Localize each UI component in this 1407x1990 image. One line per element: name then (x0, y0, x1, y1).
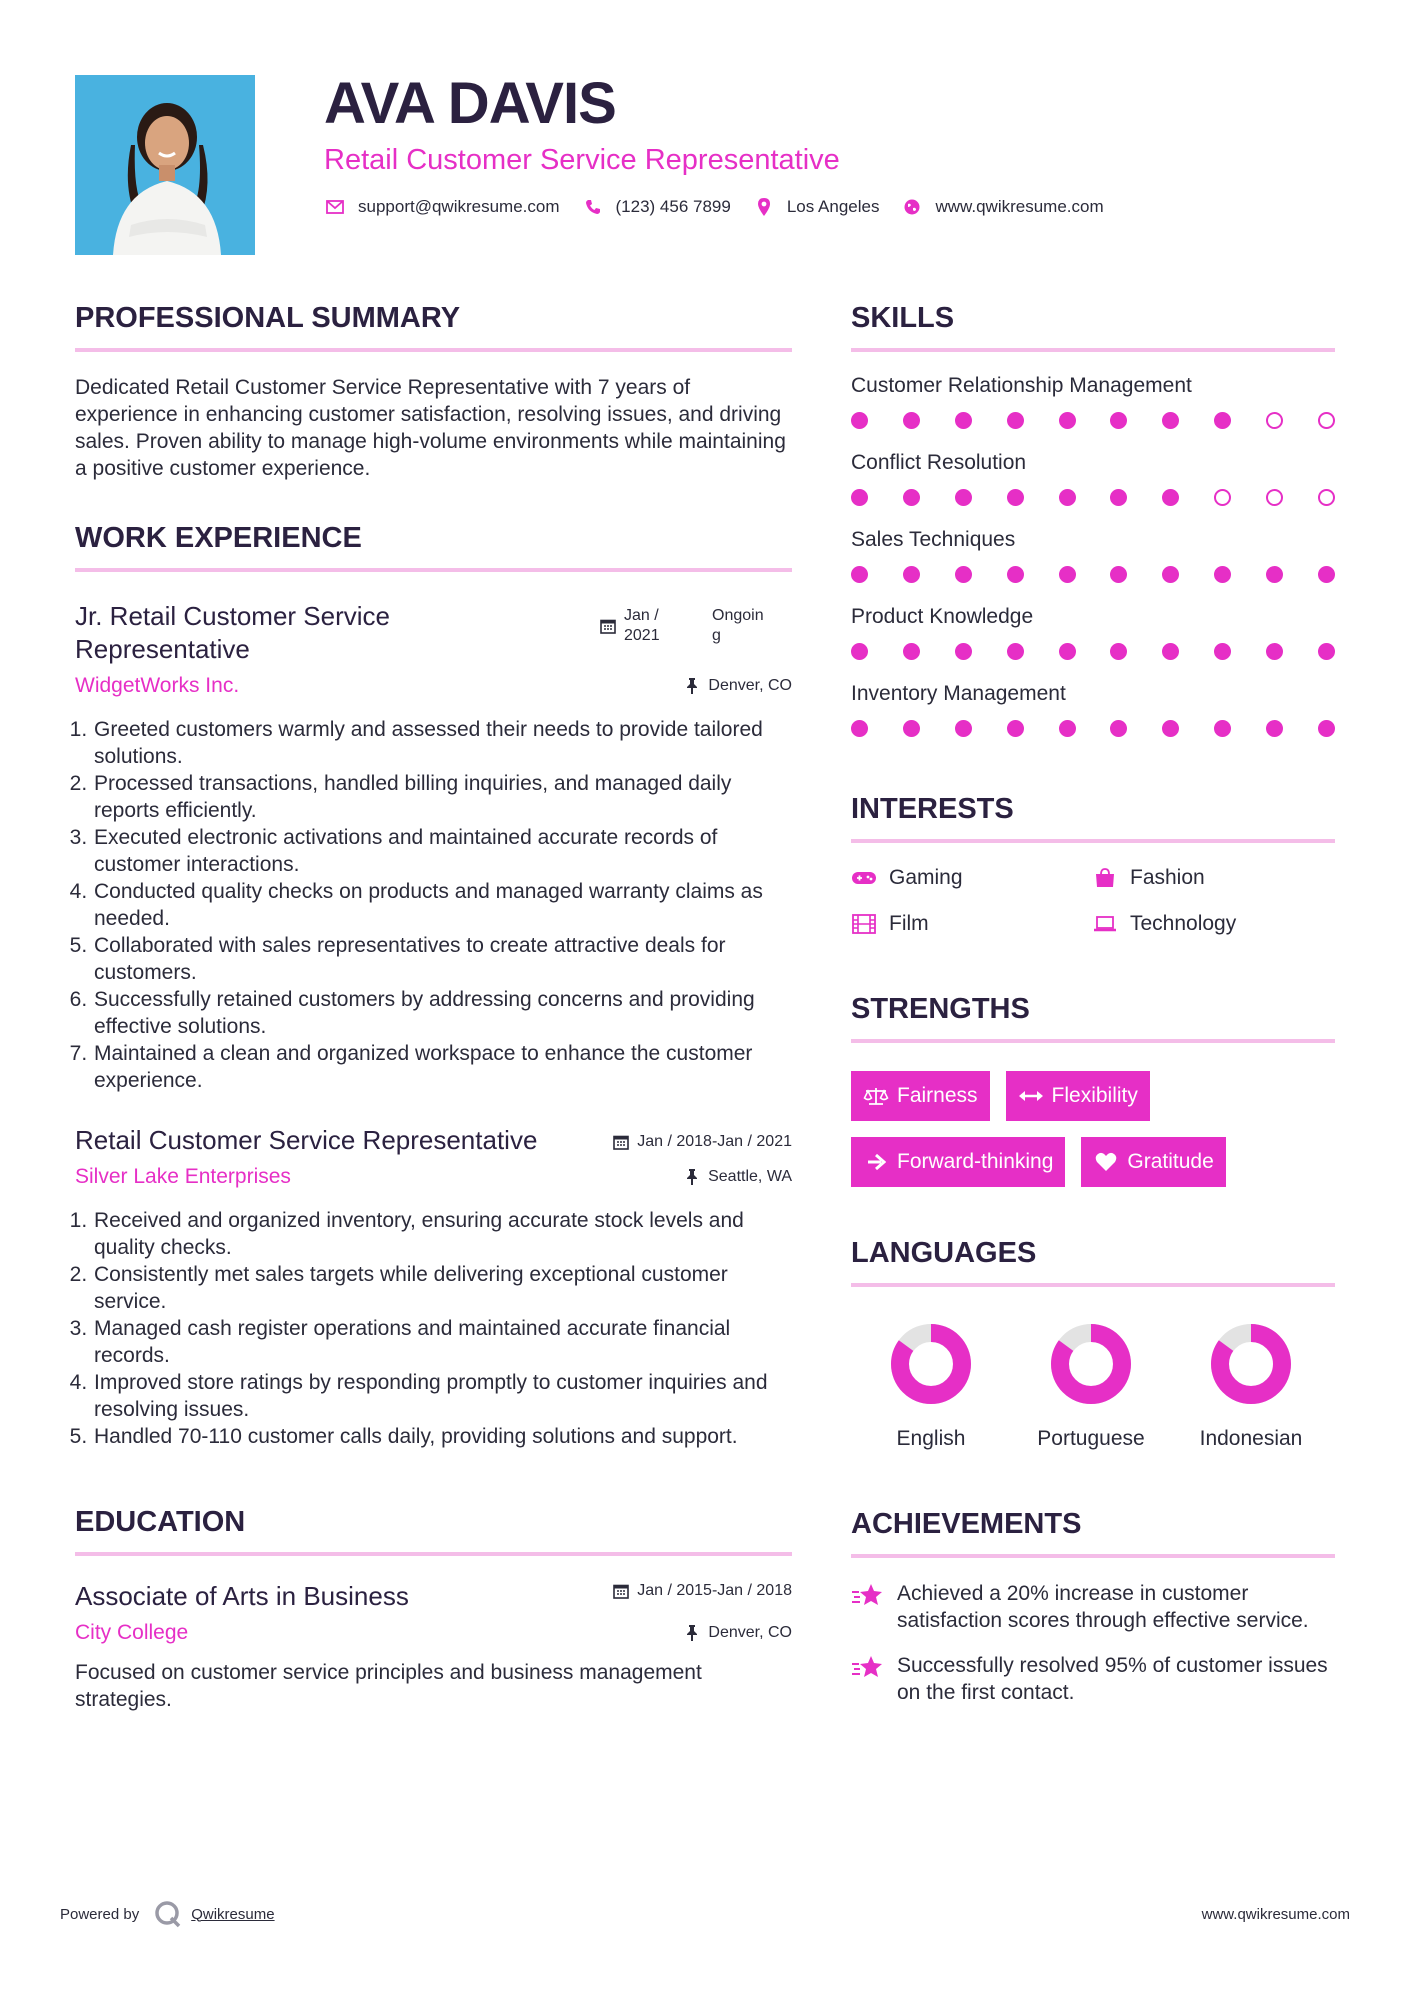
job-date-start: Jan / 2021 (624, 607, 660, 644)
language-ring (1208, 1321, 1294, 1407)
rating-dot-filled (1266, 566, 1283, 583)
rating-dot-filled (851, 643, 868, 660)
achievements-divider (851, 1554, 1335, 1558)
rating-dot-empty (1266, 489, 1283, 506)
education-section (75, 1502, 792, 1713)
achievement-item (851, 1652, 1335, 1706)
interest-label: Gaming (889, 866, 963, 889)
list-item: 7. Maintained a clean and organized workspace to enhance the customer experience. (93, 1040, 792, 1094)
footer-url[interactable]: www.qwikresume.com (1201, 1905, 1350, 1923)
language-ring (888, 1321, 974, 1407)
education-heading: EDUCATION (75, 1506, 246, 1538)
education-location-text: Denver, CO (708, 1624, 792, 1641)
rating-dot-filled (1162, 489, 1179, 506)
rating-dot-filled (1007, 566, 1024, 583)
list-item: 2. Consistently met sales targets while delivering exceptional customer service. (93, 1261, 792, 1315)
list-item: 1. Received and organized inventory, ensuring accurate stock levels and quality checks. (93, 1207, 792, 1261)
skill-item (851, 680, 1335, 737)
experience-section (75, 518, 792, 1450)
languages-section (851, 1233, 1335, 1452)
interest-gaming (851, 865, 1092, 891)
rating-dot-filled (1007, 489, 1024, 506)
list-item: 3. Executed electronic activations and maintained accurate records of customer interactions. (93, 824, 792, 878)
rating-dot-filled (1266, 643, 1283, 660)
envelope-icon (324, 196, 346, 218)
strength-chip (1006, 1071, 1150, 1121)
left-column (75, 298, 792, 1713)
job-duties (75, 716, 792, 1094)
rating-dot-filled (955, 720, 972, 737)
interests-section (851, 789, 1335, 937)
rating-dot-filled (1162, 566, 1179, 583)
rating-dot-filled (1214, 720, 1231, 737)
rating-dot-filled (1214, 412, 1231, 429)
job-date (613, 1133, 792, 1151)
candidate-title: Retail Customer Service Representative (324, 144, 840, 176)
job-date-text: Jan / 2018-Jan / 2021 (637, 1133, 792, 1150)
contact-email[interactable] (324, 196, 560, 218)
job-duties (75, 1207, 792, 1450)
rating-dot-empty (1214, 489, 1231, 506)
job-title: Jr. Retail Customer Service Representative (75, 601, 390, 664)
interest-label: Film (889, 912, 929, 935)
rating-dot-filled (955, 489, 972, 506)
rating-dot-filled (1214, 566, 1231, 583)
powered-by (60, 1900, 275, 1928)
rating-dot-filled (851, 566, 868, 583)
strength-label: Gratitude (1127, 1150, 1214, 1173)
page-footer (60, 1900, 1350, 1928)
languages-heading: LANGUAGES (851, 1237, 1037, 1269)
strength-label: Flexibility (1051, 1084, 1138, 1107)
laptop-icon (1092, 914, 1118, 934)
rating-dot-filled (1318, 720, 1335, 737)
right-column (851, 298, 1335, 1706)
rating-dot-filled (903, 643, 920, 660)
contact-email-text: support@qwikresume.com (358, 197, 560, 216)
language-name: Indonesian (1199, 1427, 1303, 1450)
skill-name: Product Knowledge (851, 605, 1034, 628)
skill-rating (851, 720, 1335, 737)
skill-item (851, 526, 1335, 583)
strength-chip (851, 1137, 1065, 1187)
summary-heading: PROFESSIONAL SUMMARY (75, 302, 461, 334)
skill-rating (851, 412, 1335, 429)
list-item: 2. Processed transactions, handled billing inquiries, and managed daily reports efficiently. (93, 770, 792, 824)
rating-dot-filled (955, 412, 972, 429)
gamepad-icon (851, 868, 877, 888)
languages-divider (851, 1283, 1335, 1287)
star-award-icon (851, 1580, 885, 1610)
rating-dot-filled (1007, 643, 1024, 660)
shopping-bag-icon (1092, 868, 1118, 888)
skill-rating (851, 489, 1335, 506)
list-item: 3. Managed cash register operations and maintained accurate financial records. (93, 1315, 792, 1369)
rating-dot-filled (1318, 566, 1335, 583)
qwikresume-link[interactable]: Qwikresume (191, 1905, 275, 1923)
contact-row (324, 196, 1364, 218)
rating-dot-filled (955, 643, 972, 660)
rating-dot-filled (1110, 720, 1127, 737)
languages-list (851, 1321, 1335, 1452)
rating-dot-filled (851, 720, 868, 737)
map-pin-icon (753, 196, 775, 218)
rating-dot-filled (1059, 489, 1076, 506)
calendar-icon (600, 618, 616, 634)
summary-section (75, 298, 792, 482)
rating-dot-filled (903, 566, 920, 583)
interest-technology (1092, 911, 1332, 937)
job-location-text: Denver, CO (708, 677, 792, 694)
skill-rating (851, 643, 1335, 660)
rating-dot-filled (1110, 412, 1127, 429)
list-item: 4. Conducted quality checks on products and managed warranty claims as needed. (93, 878, 792, 932)
job-location (684, 677, 792, 695)
job-location (684, 1168, 792, 1186)
strengths-divider (851, 1039, 1335, 1043)
interest-label: Fashion (1130, 866, 1205, 889)
powered-by-text: Powered by (60, 1905, 140, 1923)
job-title: Retail Customer Service Representative (75, 1125, 538, 1155)
education-date-text: Jan / 2015-Jan / 2018 (637, 1582, 792, 1599)
skills-section (851, 298, 1335, 737)
company-name: Silver Lake Enterprises (75, 1165, 291, 1188)
contact-phone[interactable] (582, 196, 731, 218)
job-entry (75, 600, 792, 1094)
strengths-list (851, 1071, 1335, 1187)
profile-photo-illustration (75, 75, 255, 255)
language-item (1011, 1321, 1171, 1452)
heart-icon (1093, 1151, 1119, 1173)
contact-website-text: www.qwikresume.com (935, 197, 1104, 216)
skills-heading: SKILLS (851, 302, 955, 334)
rating-dot-filled (851, 489, 868, 506)
rating-dot-filled (1318, 643, 1335, 660)
rating-dot-filled (1059, 643, 1076, 660)
skills-list (851, 372, 1335, 737)
education-location (684, 1624, 792, 1642)
job-location-text: Seattle, WA (708, 1168, 792, 1185)
calendar-icon (613, 1583, 629, 1599)
star-award-icon (851, 1652, 885, 1682)
company-name: WidgetWorks Inc. (75, 674, 240, 697)
strength-chip (1081, 1137, 1225, 1187)
education-text: Focused on customer service principles and business management strategies. (75, 1661, 702, 1711)
rating-dot-filled (1059, 412, 1076, 429)
strengths-heading: STRENGTHS (851, 993, 1030, 1025)
summary-text: Dedicated Retail Customer Service Representative with 7 years of experience in enhancing customer satisfaction, resolving issues, and driving sales. Proven ability to manage high-volume environments while maintaining a positive customer experience. (75, 376, 786, 480)
rating-dot-empty (1318, 489, 1335, 506)
strength-label: Forward-thinking (897, 1150, 1054, 1173)
skill-name: Sales Techniques (851, 528, 1016, 551)
film-icon (851, 914, 877, 934)
school-name: City College (75, 1621, 189, 1644)
rating-dot-filled (1110, 643, 1127, 660)
interest-label: Technology (1130, 912, 1237, 935)
job-date-end: Ongoin g (712, 607, 764, 644)
job-entry (75, 1124, 792, 1450)
skill-item (851, 449, 1335, 506)
profile-photo (75, 75, 255, 255)
strength-label: Fairness (897, 1084, 978, 1107)
list-item: 6. Successfully retained customers by addressing concerns and providing effective solutions. (93, 986, 792, 1040)
language-name: Portuguese (1037, 1427, 1145, 1450)
skills-divider (851, 348, 1335, 352)
language-item (851, 1321, 1011, 1452)
experience-divider (75, 568, 792, 572)
education-entry (75, 1580, 792, 1713)
rating-dot-filled (903, 720, 920, 737)
education-date (613, 1582, 792, 1600)
strength-chip (851, 1071, 990, 1121)
interest-film (851, 911, 1092, 937)
rating-dot-filled (1162, 412, 1179, 429)
achievements-heading: ACHIEVEMENTS (851, 1508, 1082, 1540)
list-item: 1. Greeted customers warmly and assessed their needs to provide tailored solutions. (93, 716, 792, 770)
interest-fashion (1092, 865, 1332, 891)
arrows-horizontal-icon (1018, 1085, 1044, 1107)
rating-dot-filled (1059, 720, 1076, 737)
skill-item (851, 372, 1335, 429)
language-ring (1048, 1321, 1134, 1407)
skill-name: Inventory Management (851, 682, 1066, 705)
rating-dot-filled (903, 412, 920, 429)
achievements-section (851, 1504, 1335, 1706)
rating-dot-filled (1266, 720, 1283, 737)
achievement-text: Successfully resolved 95% of customer issues on the first contact. (897, 1654, 1328, 1704)
list-item: 4. Improved store ratings by responding promptly to customer inquiries and resolving issues. (93, 1369, 792, 1423)
summary-divider (75, 348, 792, 352)
pushpin-icon (684, 1169, 700, 1185)
experience-heading: WORK EXPERIENCE (75, 522, 362, 554)
skill-rating (851, 566, 1335, 583)
list-item: 5. Collaborated with sales representatives to create attractive deals for customers. (93, 932, 792, 986)
rating-dot-filled (1007, 720, 1024, 737)
rating-dot-filled (1059, 566, 1076, 583)
strengths-section (851, 989, 1335, 1187)
globe-icon (901, 196, 923, 218)
phone-icon (582, 196, 604, 218)
skill-name: Customer Relationship Management (851, 374, 1192, 397)
contact-location-text: Los Angeles (786, 197, 880, 216)
rating-dot-filled (1162, 720, 1179, 737)
contact-phone-text: (123) 456 7899 (615, 197, 731, 216)
language-name: English (896, 1427, 966, 1450)
pushpin-icon (684, 1625, 700, 1641)
skill-item (851, 603, 1335, 660)
rating-dot-filled (955, 566, 972, 583)
rating-dot-filled (1007, 412, 1024, 429)
contact-location (753, 196, 880, 218)
skill-name: Conflict Resolution (851, 451, 1027, 474)
interests-heading: INTERESTS (851, 793, 1014, 825)
education-divider (75, 1552, 792, 1556)
job-date (600, 606, 792, 646)
achievement-text: Achieved a 20% increase in customer satisfaction scores through effective service. (897, 1582, 1309, 1632)
rating-dot-filled (1162, 643, 1179, 660)
pushpin-icon (684, 678, 700, 694)
candidate-name: AVA DAVIS (324, 71, 616, 136)
rating-dot-filled (903, 489, 920, 506)
rating-dot-filled (1110, 566, 1127, 583)
rating-dot-filled (1214, 643, 1231, 660)
rating-dot-filled (1110, 489, 1127, 506)
rating-dot-filled (851, 412, 868, 429)
list-item: 5. Handled 70-110 customer calls daily, providing solutions and support. (93, 1423, 792, 1450)
achievement-item (851, 1580, 1335, 1634)
rating-dot-empty (1266, 412, 1283, 429)
balance-scale-icon (863, 1085, 889, 1107)
language-item (1171, 1321, 1331, 1452)
arrow-right-icon (863, 1151, 889, 1173)
resume-header (324, 72, 1364, 218)
contact-website[interactable] (901, 196, 1103, 218)
qwikresume-logo-icon (153, 1900, 183, 1928)
rating-dot-empty (1318, 412, 1335, 429)
interests-list (851, 865, 1335, 937)
degree-title: Associate of Arts in Business (75, 1581, 409, 1611)
interests-divider (851, 839, 1335, 843)
calendar-icon (613, 1134, 629, 1150)
